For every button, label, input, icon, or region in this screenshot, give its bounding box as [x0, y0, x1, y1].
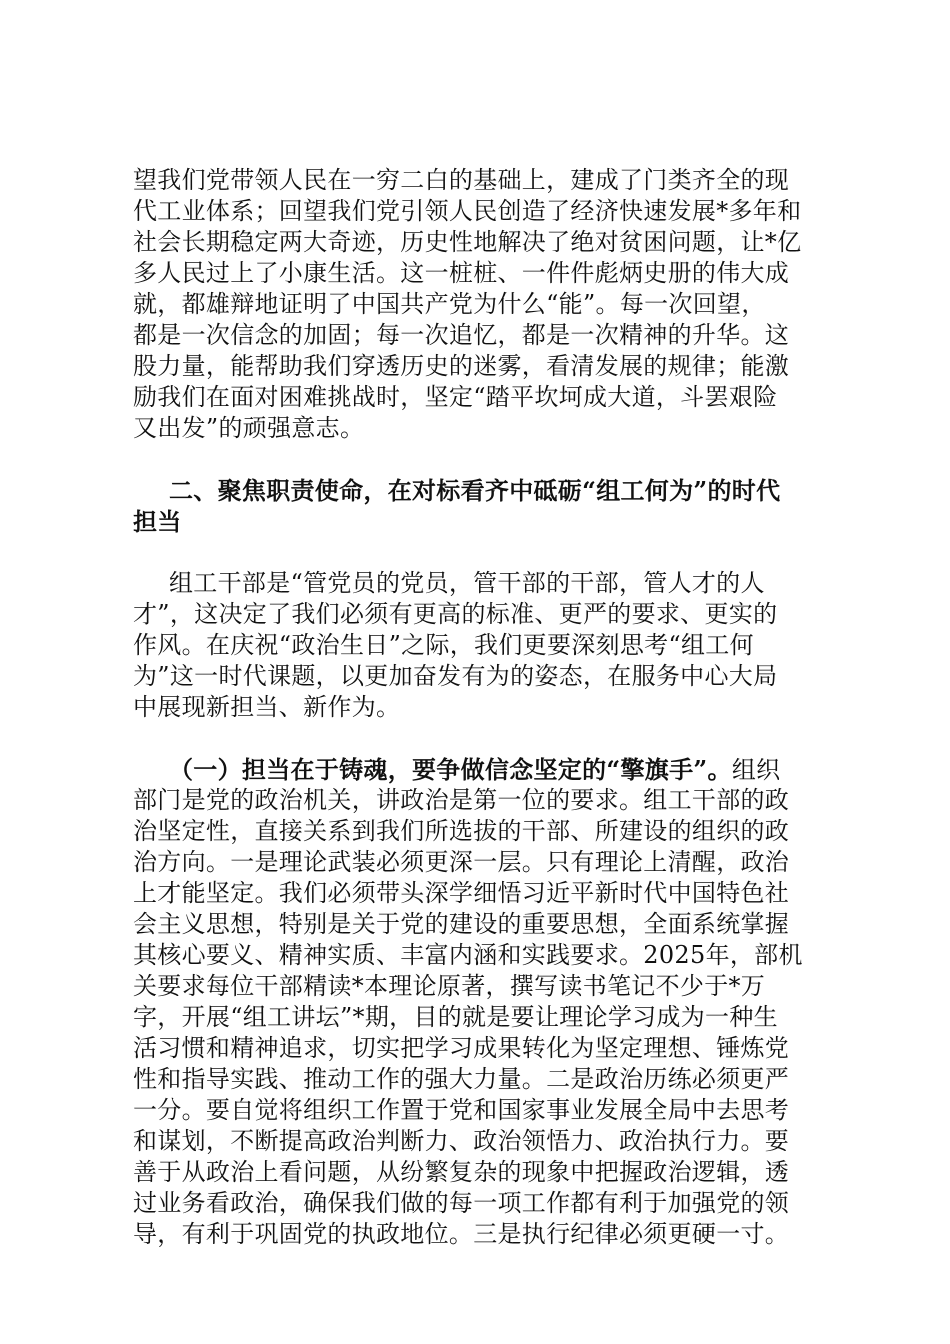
text-line: 治方向。一是理论武装必须更深一层。只有理论上清醒，政治 [133, 848, 790, 876]
sub-heading: （一）担当在于铸魂，要争做信念坚定的“擎旗手”。 [169, 755, 732, 784]
text-line: 社会长期稳定两大奇迹，历史性地解决了绝对贫困问题，让*亿 [133, 228, 802, 256]
text-line [133, 754, 833, 785]
text-line: 望我们党带领人民在一穷二白的基础上，建成了门类齐全的现 [133, 166, 790, 194]
document-page [133, 165, 833, 1250]
text-line: 股力量，能帮助我们穿透历史的迷雾，看清发展的规律；能激 [133, 352, 790, 380]
text-line: 活习惯和精神追求，切实把学习成果转化为坚定理想、锤炼党 [133, 1034, 790, 1062]
text-line: 多人民过上了小康生活。这一桩桩、一件件彪炳史册的伟大成 [133, 259, 790, 287]
text-line: 部门是党的政治机关，讲政治是第一位的要求。组工干部的政 [133, 786, 790, 814]
paragraph-spacer [133, 723, 833, 754]
text-line: 字，开展“组工讲坛”*期，目的就是要让理论学习成为一种生 [133, 1003, 778, 1031]
text-line: 上才能坚定。我们必须带头深学细悟习近平新时代中国特色社 [133, 879, 790, 907]
text-line: 代工业体系；回望我们党引领人民创造了经济快速发展*多年和 [133, 197, 802, 225]
text-line: 关要求每位干部精读*本理论原著，撰写读书笔记不少于*万 [133, 972, 766, 1000]
heading-line: 担当 [133, 507, 182, 536]
section-intro-paragraph [133, 568, 833, 723]
text-line: 善于从政治上看问题，从纷繁复杂的现象中把握政治逻辑，透 [133, 1158, 790, 1186]
text-line: 其核心要义、精神实质、丰富内涵和实践要求。2025年，部机 [133, 941, 803, 969]
text-line: 中展现新担当、新作为。 [133, 693, 401, 721]
text-line: 过业务看政治，确保我们做的每一项工作都有利于加强党的领 [133, 1189, 790, 1217]
text-line: 治坚定性，直接关系到我们所选拔的干部、所建设的组织的政 [133, 817, 790, 845]
paragraph-spacer [133, 444, 833, 475]
text-run: 组织 [731, 756, 781, 784]
text-line: 和谋划，不断提高政治判断力、政治领悟力、政治执行力。要 [133, 1127, 790, 1155]
text-line: 导，有利于巩固党的执政地位。三是执行纪律必须更硬一寸。 [133, 1220, 790, 1248]
text-line: 作风。在庆祝“政治生日”之际，我们更要深刻思考“组工何 [133, 631, 754, 659]
paragraph-spacer [133, 537, 833, 568]
text-line: 才”，这决定了我们必须有更高的标准、更严的要求、更实的 [133, 600, 778, 628]
heading-line: 二、聚焦职责使命，在对标看齐中砥砺“组工何为”的时代 [169, 476, 781, 505]
text-line: 都是一次信念的加固；每一次追忆，都是一次精神的升华。这 [133, 321, 790, 349]
text-line: 会主义思想，特别是关于党的建设的重要思想，全面系统掌握 [133, 910, 790, 938]
section-heading [133, 475, 833, 537]
text-line: 就，都雄辩地证明了中国共产党为什么“能”。每一次回望， [133, 290, 766, 318]
text-line: 性和指导实践、推动工作的强大力量。二是政治历练必须更严 [133, 1065, 790, 1093]
body-paragraph [133, 754, 833, 1250]
text-line: 一分。要自觉将组织工作置于党和国家事业发展全局中去思考 [133, 1096, 790, 1124]
text-line: 组工干部是“管党员的党员，管干部的干部，管人才的人 [169, 569, 765, 597]
text-line: 为”这一时代课题，以更加奋发有为的姿态，在服务中心大局 [133, 662, 778, 690]
text-line: 又出发”的顽强意志。 [133, 414, 365, 442]
text-line: 励我们在面对困难挑战时，坚定“踏平坎坷成大道，斗罢艰险 [133, 383, 778, 411]
intro-paragraph [133, 165, 833, 444]
